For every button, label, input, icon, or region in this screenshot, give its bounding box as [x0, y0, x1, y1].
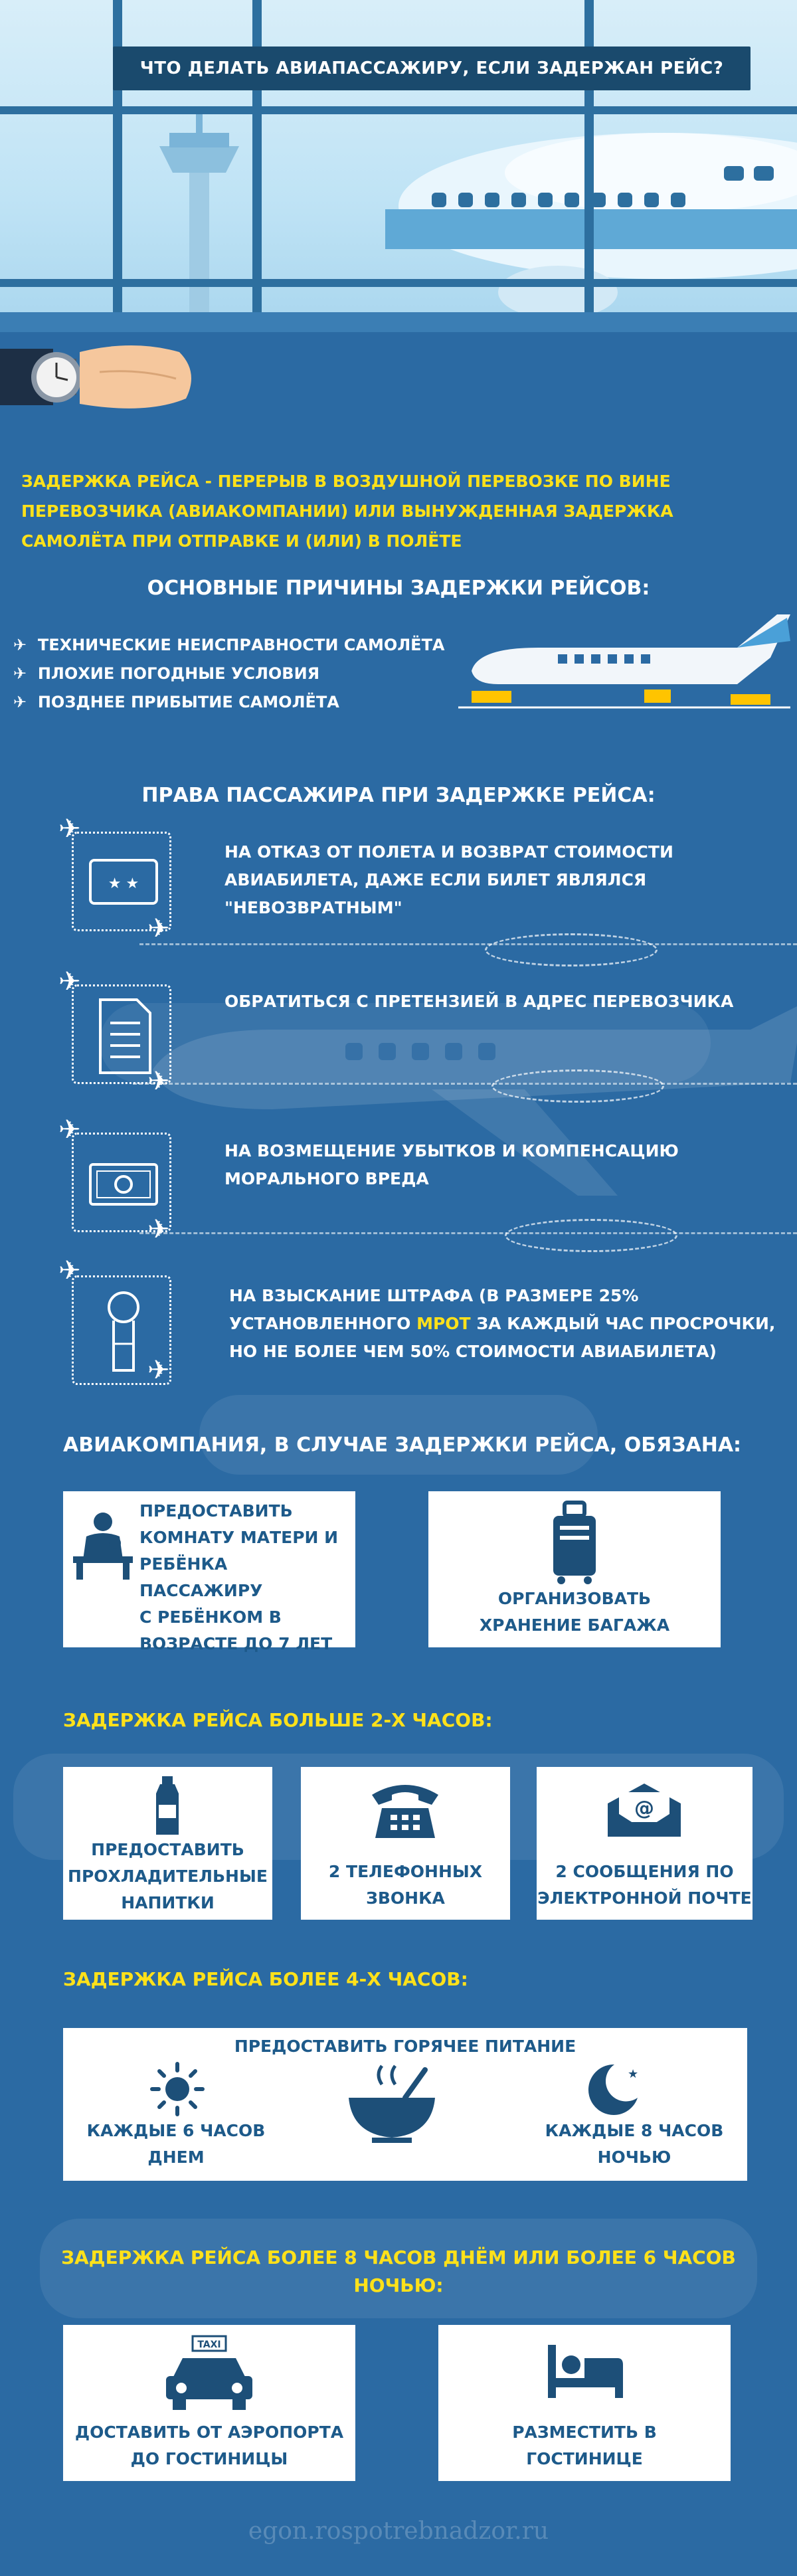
water-bottle-icon	[151, 1775, 184, 1838]
delay-2h-title: ЗАДЕРЖКА РЕЙСА БОЛЬШЕ 2-Х ЧАСОВ:	[63, 1709, 493, 1731]
list-item	[13, 660, 445, 688]
cause-label: ПОЗДНЕЕ ПРИБЫТИЕ САМОЛЁТА	[37, 693, 339, 711]
svg-text:★ ★: ★ ★	[108, 875, 139, 892]
bed-icon	[545, 2342, 624, 2401]
card-line: ДО ГОСТИНИЦЫ	[130, 2449, 288, 2468]
taxi-icon	[163, 2335, 256, 2411]
card-line: ГОСТИНИЦЕ	[526, 2449, 643, 2468]
cause-label: ТЕХНИЧЕСКИЕ НЕИСПРАВНОСТИ САМОЛЁТА	[37, 636, 445, 654]
rights-title: ПРАВА ПАССАЖИРА ПРИ ЗАДЕРЖКЕ РЕЙСА:	[141, 784, 656, 807]
cause-label: ПЛОХИЕ ПОГОДНЫЕ УСЛОВИЯ	[37, 664, 320, 683]
card-text	[537, 1859, 753, 1912]
right-text-line	[229, 1310, 775, 1338]
causes-title: ОСНОВНЫЕ ПРИЧИНЫ ЗАДЕРЖКИ РЕЙСОВ:	[147, 577, 650, 600]
card-line: С РЕБЁНКОМ В	[139, 1608, 282, 1627]
svg-text:★: ★	[628, 2067, 639, 2081]
text-fragment: УСТАНОВЛЕННОГО	[229, 1314, 417, 1333]
taxi-card	[63, 2325, 355, 2481]
delay-4h-title: ЗАДЕРЖКА РЕЙСА БОЛЕЕ 4-Х ЧАСОВ:	[63, 1968, 468, 1990]
title-line: ЗАДЕРЖКА РЕЙСА БОЛЕЕ 8 ЧАСОВ ДНЁМ ИЛИ БОЛЕЕ 6 ЧАСОВ	[61, 2247, 736, 2268]
plane-icon: ✈	[147, 1355, 170, 1386]
card-line: ЭЛЕКТРОННОЙ ПОЧТЕ	[537, 1888, 752, 1908]
definition-text: ЗАДЕРЖКА РЕЙСА - ПЕРЕРЫВ В ВОЗДУШНОЙ ПЕРЕВОЗКЕ ПО ВИНЕ ПЕРЕВОЗЧИКА (АВИАКОМПАНИИ) ИЛИ ВЫНУЖДЕННАЯ ЗАДЕРЖКА САМОЛЁТА ПРИ ОТПРАВКЕ И (ИЛИ) В ПОЛЁТЕ	[21, 472, 673, 551]
hotel-card	[438, 2325, 731, 2481]
card-text	[76, 2118, 276, 2171]
card-text	[428, 1586, 721, 1639]
page-title: ЧТО ДЕЛАТЬ АВИАПАССАЖИРУ, ЕСЛИ ЗАДЕРЖАН РЕЙС?	[113, 46, 751, 90]
plane-icon: ✈	[147, 913, 170, 944]
card-line: НОЧЬЮ	[597, 2148, 671, 2167]
airplane-ground-service-icon	[458, 611, 790, 717]
card-line: ПРОХЛАДИТЕЛЬНЫЕ	[68, 1867, 268, 1886]
right-text-line: НО НЕ БОЛЕЕ ЧЕМ 50% СТОИМОСТИ АВИАБИЛЕТА)	[229, 1342, 717, 1361]
right-text-line: НА ОТКАЗ ОТ ПОЛЕТА И ВОЗВРАТ СТОИМОСТИ	[224, 842, 673, 862]
right-text-line: МОРАЛЬНОГО ВРЕДА	[224, 1169, 429, 1188]
card-text	[139, 1498, 355, 1657]
suitcase-icon	[548, 1499, 601, 1586]
watermark: egon.rospotrebnadzor.ru	[248, 2518, 549, 2545]
plane-icon: ✈	[13, 664, 27, 683]
causes-list	[13, 631, 445, 717]
card-line: КОМНАТУ МАТЕРИ И	[139, 1528, 339, 1547]
card-line: 2 ТЕЛЕФОННЫХ	[328, 1862, 483, 1881]
drinks-card	[63, 1767, 272, 1920]
list-item	[13, 688, 445, 717]
card-line: ДНЕМ	[147, 2148, 205, 2167]
card-line: ХРАНЕНИЕ БАГАЖА	[479, 1615, 670, 1635]
wristwatch-icon	[0, 332, 199, 425]
telephone-icon	[365, 1775, 445, 1841]
card-text	[63, 1837, 272, 1916]
card-line: НАПИТКИ	[121, 1893, 215, 1912]
card-line: КАЖДЫЕ 8 ЧАСОВ	[545, 2121, 724, 2140]
taxi-sign-text: TAXI	[197, 2340, 221, 2350]
card-line: ЗВОНКА	[366, 1888, 445, 1908]
card-line: 2 СООБЩЕНИЯ ПО	[555, 1862, 734, 1881]
card-text	[438, 2419, 731, 2472]
plane-icon: ✈	[147, 1066, 170, 1097]
text-fragment: ЗА КАЖДЫЙ ЧАС ПРОСРОЧКИ,	[470, 1314, 776, 1333]
card-line: ПРЕДОСТАВИТЬ	[139, 1501, 293, 1520]
card-text	[528, 2118, 741, 2171]
mother-child-icon	[70, 1510, 136, 1583]
sun-icon	[149, 2061, 205, 2117]
right-text-line: АВИАБИЛЕТА, ДАЖЕ ЕСЛИ БИЛЕТ ЯВЛЯЛСЯ	[224, 870, 647, 889]
plane-icon: ✈	[58, 1255, 81, 1286]
email-icon	[604, 1780, 684, 1840]
right-text-line: НА ВОЗМЕЩЕНИЕ УБЫТКОВ И КОМПЕНСАЦИЮ	[224, 1141, 679, 1160]
card-text	[63, 2419, 355, 2472]
hot-meals-heading: ПРЕДОСТАВИТЬ ГОРЯЧЕЕ ПИТАНИЕ	[234, 2037, 576, 2056]
control-tower-icon	[133, 100, 266, 332]
right-item-1	[224, 838, 673, 922]
plane-icon: ✈	[13, 636, 27, 654]
card-line: РАЗМЕСТИТЬ В	[512, 2423, 657, 2442]
card-line: РЕБЁНКА ПАССАЖИРУ	[139, 1554, 263, 1600]
delay-8h-title	[27, 2244, 770, 2300]
svg-text:@: @	[634, 1797, 654, 1820]
obligations-title: АВИАКОМПАНИЯ, В СЛУЧАЕ ЗАДЕРЖКИ РЕЙСА, ОБЯЗАНА:	[63, 1433, 742, 1457]
mrot-highlight: МРОТ	[416, 1314, 471, 1333]
hot-bowl-icon	[345, 2065, 438, 2144]
card-line: ПРЕДОСТАВИТЬ	[91, 1840, 244, 1859]
moon-icon	[578, 2058, 644, 2118]
right-item-4	[229, 1282, 775, 1366]
card-line: ВОЗРАСТЕ ДО 7 ЛЕТ	[139, 1634, 333, 1653]
right-text-line: "НЕВОЗВРАТНЫМ"	[224, 898, 402, 917]
plane-icon: ✈	[147, 1214, 170, 1245]
plane-icon: ✈	[58, 1115, 81, 1145]
hot-meals-card	[63, 2028, 747, 2181]
emails-card	[537, 1767, 753, 1920]
right-item-2: ОБРАТИТЬСЯ С ПРЕТЕНЗИЕЙ В АДРЕС ПЕРЕВОЗЧИКА	[224, 992, 734, 1011]
card-line: ДОСТАВИТЬ ОТ АЭРОПОРТА	[74, 2423, 344, 2442]
baggage-storage-card	[428, 1491, 721, 1647]
plane-icon: ✈	[58, 814, 81, 844]
card-text	[301, 1859, 510, 1912]
title-line: НОЧЬЮ:	[353, 2274, 444, 2296]
plane-icon: ✈	[58, 966, 81, 997]
card-line: ОРГАНИЗОВАТЬ	[497, 1589, 652, 1608]
mother-child-room-card	[63, 1491, 355, 1653]
plane-icon: ✈	[13, 693, 27, 711]
card-line: КАЖДЫЕ 6 ЧАСОВ	[86, 2121, 266, 2140]
right-item-3	[224, 1137, 679, 1193]
phone-calls-card	[301, 1767, 510, 1920]
list-item	[13, 631, 445, 660]
right-text-line: НА ВЗЫСКАНИЕ ШТРАФА (В РАЗМЕРЕ 25%	[229, 1286, 639, 1305]
